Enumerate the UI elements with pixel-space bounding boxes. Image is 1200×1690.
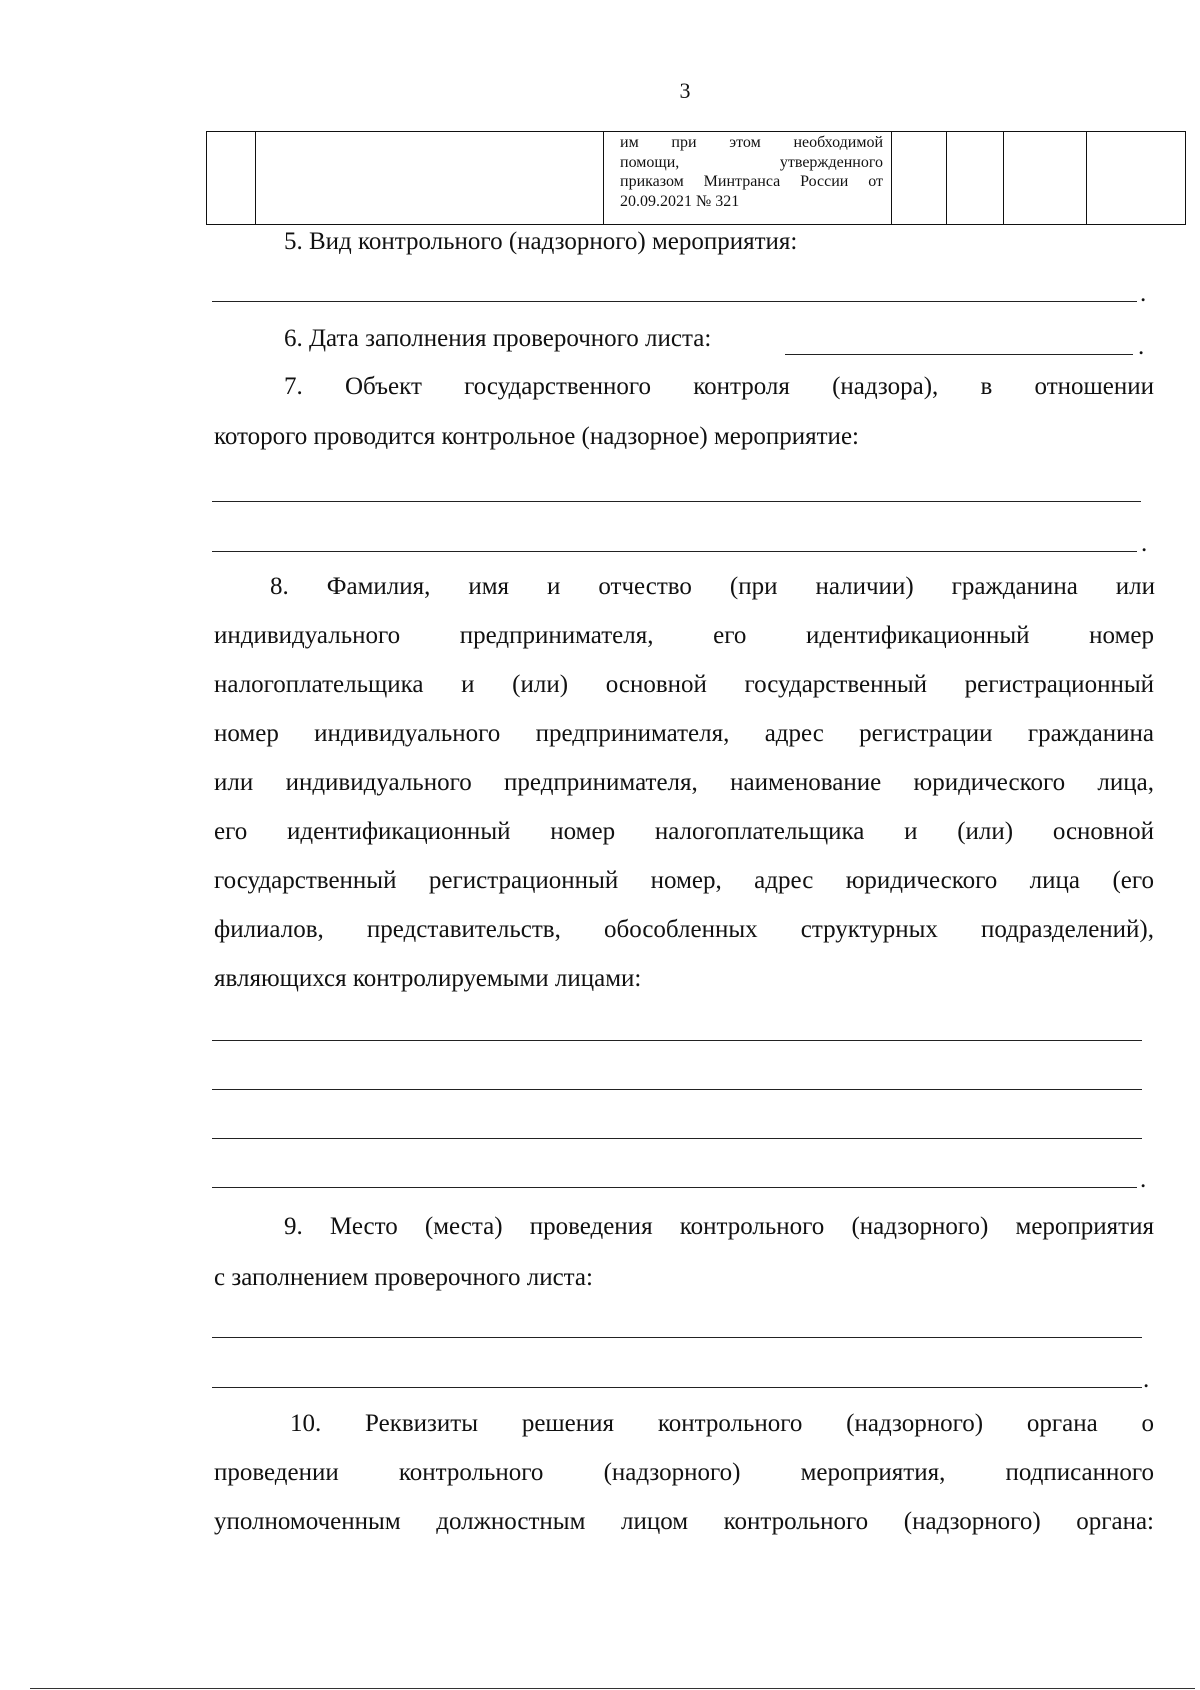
fill-line: [212, 501, 1141, 502]
item-8-line: индивидуального предпринимателя, его идентификационный номер: [214, 622, 1154, 649]
fill-line: [212, 1187, 1137, 1188]
item-8-line: 8. Фамилия, имя и отчество (при наличии) гражданина или: [270, 573, 1155, 600]
period: .: [1141, 530, 1148, 557]
item-6-label: 6. Дата заполнения проверочного листа:: [284, 325, 712, 352]
table-row: [207, 132, 1186, 225]
requirement-line: помощи, утвержденного: [620, 153, 883, 171]
fill-line: [212, 301, 1137, 302]
item-5-label: 5. Вид контрольного (надзорного) мероприятия:: [284, 228, 798, 255]
page-bottom-edge: [30, 1688, 1195, 1689]
item-8-line: филиалов, представительств, обособленных структурных подразделений),: [214, 916, 1154, 943]
fill-line: [212, 1337, 1142, 1338]
period: .: [1140, 280, 1147, 307]
item-8-line: государственный регистрационный номер, адрес юридического лица (его: [214, 867, 1154, 894]
fill-line: [212, 1089, 1142, 1090]
requirement-line: им при этом необходимой: [620, 134, 883, 151]
fill-line: [212, 1040, 1142, 1041]
item-9-line-2: с заполнением проверочного листа:: [214, 1264, 593, 1291]
period: .: [1140, 1166, 1147, 1193]
requirement-line: приказом Минтранса России от: [620, 173, 883, 190]
item-10-line: 10. Реквизиты решения контрольного (надзорного) органа о: [290, 1410, 1154, 1437]
item-8-line: или индивидуального предпринимателя, наименование юридического лица,: [214, 769, 1154, 796]
item-8-line: номер индивидуального предпринимателя, адрес регистрации гражданина: [214, 720, 1154, 747]
table-cell: [1087, 132, 1186, 225]
item-7-line-1: 7. Объект государственного контроля (надзора), в отношении: [284, 373, 1154, 400]
fill-line: [212, 1387, 1142, 1388]
item-9-line-1: 9. Место (места) проведения контрольного (надзорного) мероприятия: [284, 1213, 1154, 1240]
table-cell: [207, 132, 256, 225]
item-10-line: проведении контрольного (надзорного) мероприятия, подписанного: [214, 1459, 1154, 1486]
requirement-text: [604, 132, 891, 211]
page-number: 3: [679, 78, 691, 103]
requirement-line: 20.09.2021 № 321: [620, 192, 740, 210]
table-cell: [947, 132, 1004, 225]
item-8-line: являющихся контролируемыми лицами:: [214, 965, 642, 992]
item-10-line: уполномоченным должностным лицом контрольного (надзорного) органа:: [214, 1508, 1154, 1535]
period: .: [1143, 1366, 1150, 1393]
table-cell-requirement: [604, 132, 892, 225]
item-8-line: налогоплательщика и (или) основной государственный регистрационный: [214, 671, 1154, 698]
table-cell: [1004, 132, 1087, 225]
table-cell: [256, 132, 604, 225]
item-8-line: его идентификационный номер налогоплательщика и (или) основной: [214, 818, 1154, 845]
fill-line: [212, 551, 1137, 552]
fill-line: [212, 1138, 1142, 1139]
period: .: [1138, 333, 1145, 360]
checklist-table-fragment: [206, 131, 1186, 225]
item-7-line-2: которого проводится контрольное (надзорное) мероприятие:: [214, 423, 859, 450]
table-cell: [892, 132, 947, 225]
date-fill-line: [785, 354, 1133, 355]
